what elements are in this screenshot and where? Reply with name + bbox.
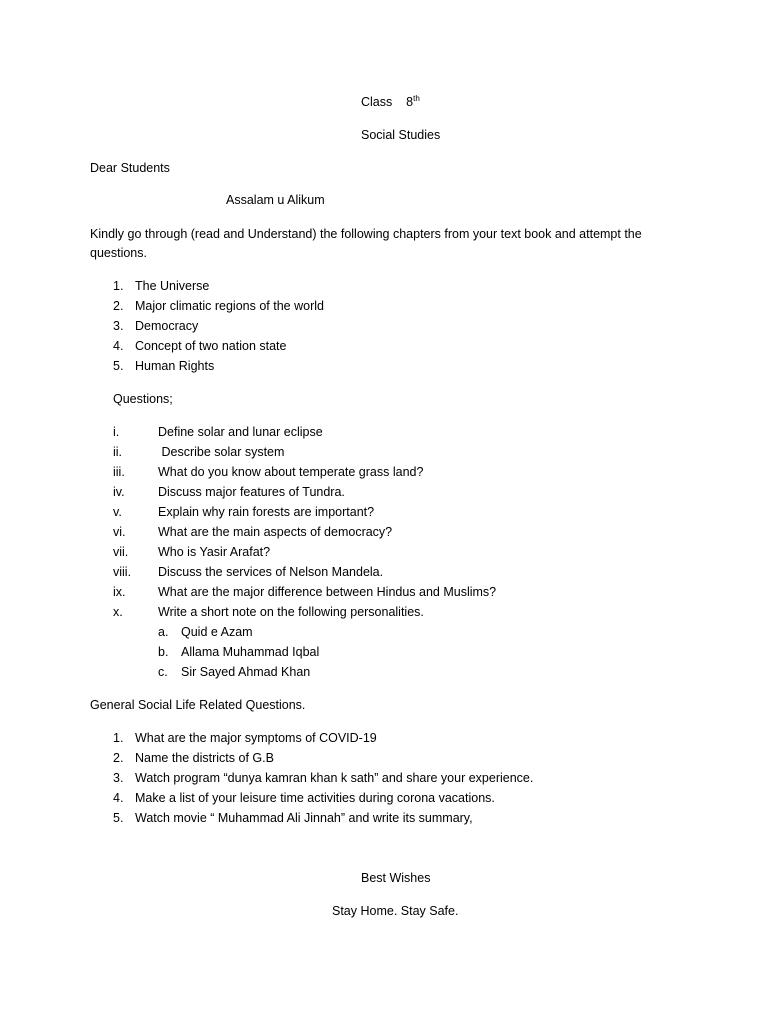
closing-advice: Stay Home. Stay Safe.: [332, 904, 459, 918]
instructions: Kindly go through (read and Understand) the following chapters from your text book and attempt the questions.: [90, 227, 642, 260]
question-text: Name the districts of G.B: [135, 751, 274, 765]
greeting: Dear Students: [90, 161, 170, 175]
chapter-title: Concept of two nation state: [135, 339, 287, 353]
list-letter: a.: [158, 625, 169, 639]
question-text: What are the major symptoms of COVID-19: [135, 731, 377, 745]
list-number: vii.: [113, 545, 129, 559]
list-number: i.: [113, 425, 120, 439]
closing-wishes: Best Wishes: [361, 871, 431, 885]
list-number: 1.: [113, 279, 124, 293]
list-number: ix.: [113, 585, 126, 599]
list-number: 1.: [113, 731, 124, 745]
list-number: x.: [113, 605, 123, 619]
list-number: viii.: [113, 565, 132, 579]
question-text: Make a list of your leisure time activities during corona vacations.: [135, 791, 495, 805]
list-number: v.: [113, 505, 122, 519]
list-number: iii.: [113, 465, 125, 479]
list-number: 4.: [113, 791, 124, 805]
list-number: 5.: [113, 811, 124, 825]
question-text: Watch movie “ Muhammad Ali Jinnah” and write its summary,: [135, 811, 473, 825]
list-number: 2.: [113, 299, 124, 313]
list-letter: b.: [158, 645, 169, 659]
question-text: Write a short note on the following personalities.: [158, 605, 424, 619]
list-number: 2.: [113, 751, 124, 765]
question-text: Discuss the services of Nelson Mandela.: [158, 565, 384, 579]
list-number: ii.: [113, 445, 123, 459]
question-text: What are the main aspects of democracy?: [158, 525, 393, 539]
personality-name: Sir Sayed Ahmad Khan: [181, 665, 311, 679]
question-text: Describe solar system: [158, 445, 285, 459]
chapter-title: Major climatic regions of the world: [135, 299, 324, 313]
salutation: Assalam u Alikum: [226, 193, 325, 207]
class-suffix: th: [413, 94, 420, 103]
list-number: 4.: [113, 339, 124, 353]
class-number: 8: [406, 95, 414, 109]
class-heading: [361, 94, 420, 110]
list-letter: c.: [158, 665, 168, 679]
subject-title: Social Studies: [361, 128, 441, 142]
list-number: 3.: [113, 771, 124, 785]
class-label: Class: [361, 95, 393, 109]
list-number: iv.: [113, 485, 125, 499]
question-text: Who is Yasir Arafat?: [158, 545, 271, 559]
chapter-title: Democracy: [135, 319, 199, 333]
list-number: 5.: [113, 359, 124, 373]
list-number: vi.: [113, 525, 126, 539]
list-number: 3.: [113, 319, 124, 333]
questions-heading: Questions;: [113, 392, 173, 406]
chapter-title: The Universe: [135, 279, 210, 293]
question-text: Watch program “dunya kamran khan k sath” and share your experience.: [135, 771, 534, 785]
question-text: What do you know about temperate grass land?: [158, 465, 424, 479]
personality-name: Allama Muhammad Iqbal: [181, 645, 320, 659]
question-text: Explain why rain forests are important?: [158, 505, 375, 519]
question-text: Define solar and lunar eclipse: [158, 425, 323, 439]
question-text: Discuss major features of Tundra.: [158, 485, 345, 499]
personality-name: Quid e Azam: [181, 625, 253, 639]
question-text: What are the major difference between Hindus and Muslims?: [158, 585, 497, 599]
chapter-title: Human Rights: [135, 359, 215, 373]
general-questions-heading: General Social Life Related Questions.: [90, 698, 306, 712]
